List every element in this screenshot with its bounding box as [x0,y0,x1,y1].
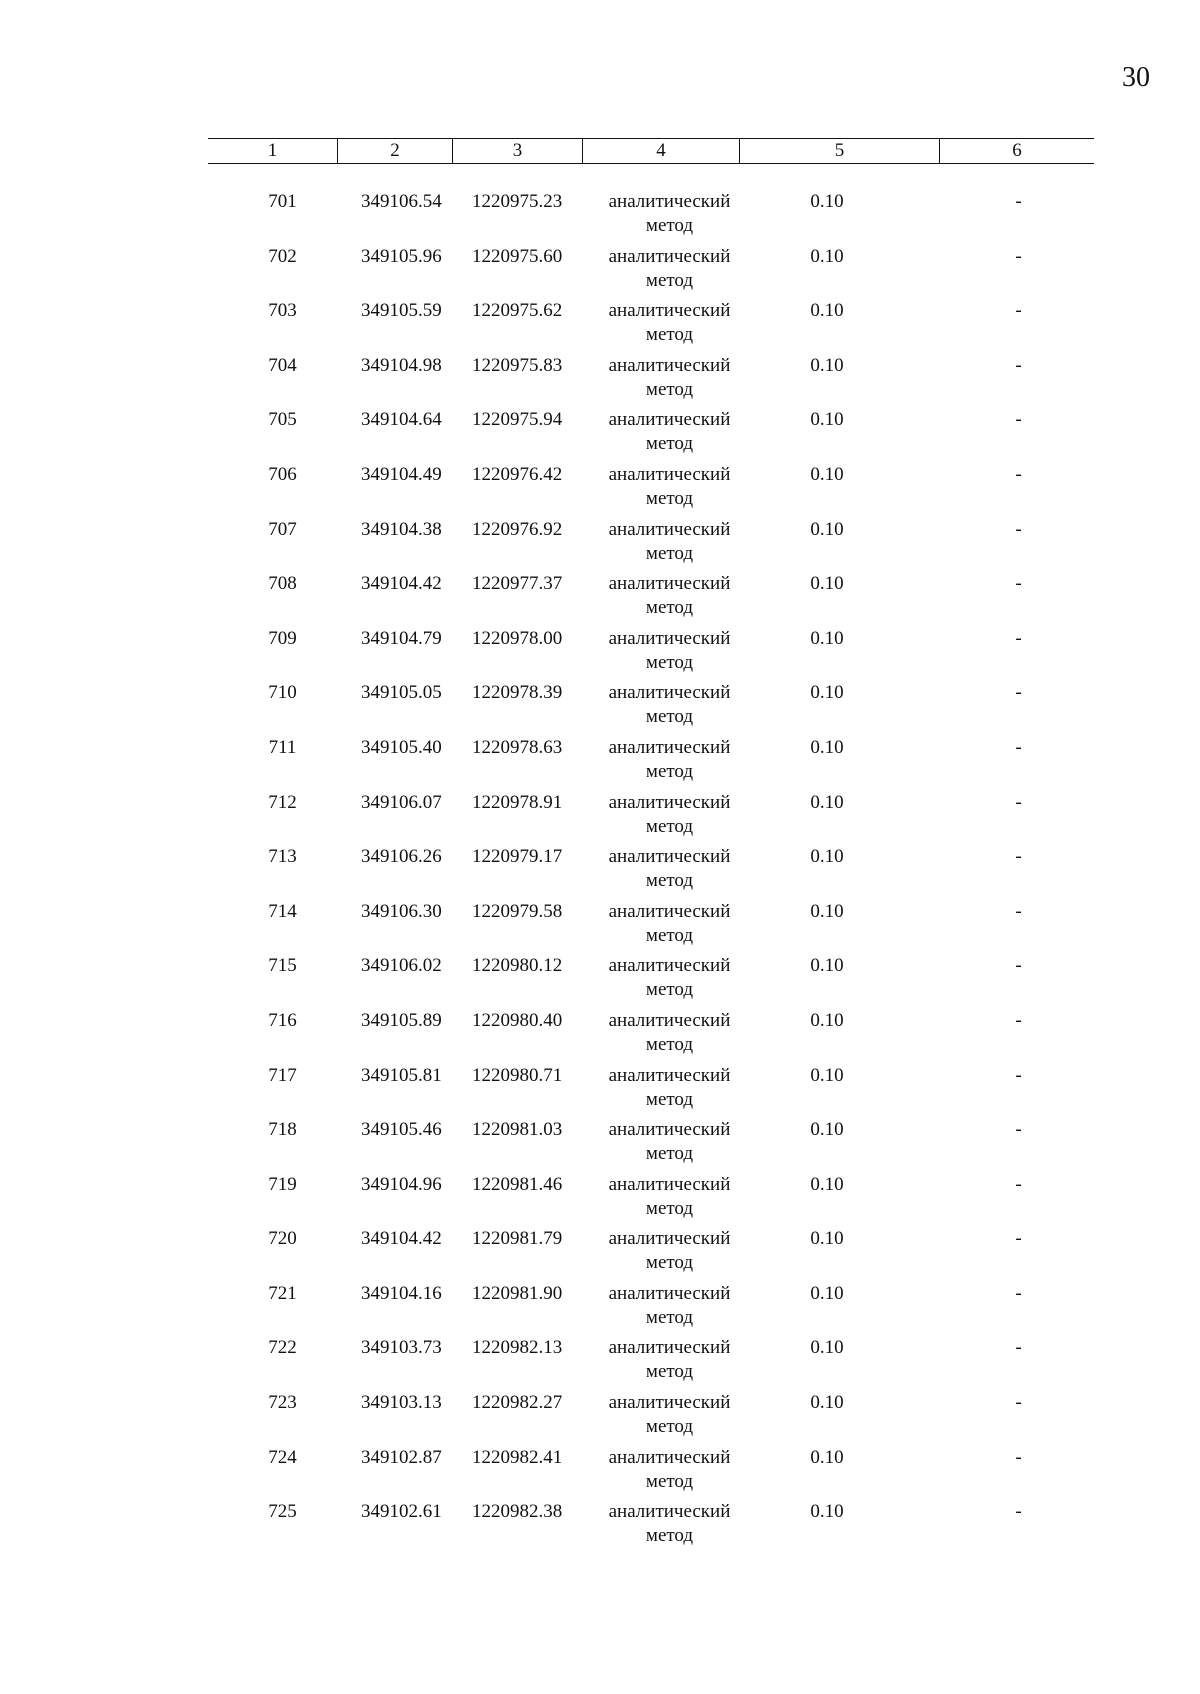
method-cell [582,463,739,518]
method-cell [582,627,739,682]
point-number-cell: 706 [268,463,297,485]
note-cell: - [1015,1446,1022,1468]
method-line-2: метод [645,870,694,892]
table-row [208,1391,1094,1446]
method-cell [582,518,739,573]
accuracy-cell: 0.10 [810,1337,844,1359]
method-line-1: аналитический [608,191,731,212]
method-line-1: аналитический [608,1064,731,1086]
y-coordinate-cell: 1220976.42 [472,463,563,485]
table-row [208,954,1094,1009]
method-line-1: аналитический [608,463,731,485]
y-coordinate-cell: 1220981.90 [472,1282,563,1304]
method-cell [582,1173,739,1228]
method-line-2: метод [645,1143,694,1165]
method-line-1: аналитический [608,900,731,922]
method-cell [582,791,739,846]
header-col-6: 6 [939,139,1094,163]
x-coordinate-cell: 349106.07 [361,791,442,813]
method-line-2: метод [645,1525,694,1547]
coordinates-table [208,138,1094,1547]
accuracy-cell: 0.10 [810,518,844,540]
point-number-cell: 710 [268,682,297,704]
accuracy-cell: 0.10 [810,1228,844,1250]
table-row [208,681,1094,736]
method-line-1: аналитический [608,1119,731,1141]
point-number-cell: 709 [268,627,297,649]
point-number-cell: 716 [268,1009,297,1031]
method-line-1: аналитический [608,791,731,813]
point-number-cell: 707 [268,518,297,540]
page-number: 30 [1122,62,1150,93]
x-coordinate-cell: 349105.89 [361,1009,442,1031]
method-line-2: метод [645,924,694,946]
header-col-1: 1 [267,140,278,161]
table-row [208,1173,1094,1228]
method-line-1: аналитический [608,1009,731,1031]
accuracy-cell: 0.10 [810,900,844,922]
method-cell [582,681,739,736]
y-coordinate-cell: 1220982.41 [472,1446,563,1468]
y-coordinate-cell: 1220978.39 [472,682,563,704]
accuracy-cell: 0.10 [810,736,844,758]
x-coordinate-cell: 349105.40 [361,736,442,758]
header-col-2: 2 [337,139,452,163]
y-coordinate-cell: 1220975.83 [472,354,563,376]
y-coordinate-cell: 1220978.00 [472,627,563,649]
method-line-2: метод [645,597,694,619]
method-cell [582,1500,739,1555]
accuracy-cell: 0.10 [810,1119,844,1141]
method-cell [582,1118,739,1173]
method-line-1: аналитический [608,518,731,540]
x-coordinate-cell: 349106.54 [361,191,442,212]
y-coordinate-cell: 1220978.91 [472,791,563,813]
x-coordinate-cell: 349103.73 [361,1337,442,1359]
y-coordinate-cell: 1220977.37 [472,573,563,595]
x-coordinate-cell: 349104.16 [361,1282,442,1304]
note-cell: - [1015,900,1022,922]
note-cell: - [1015,1392,1022,1414]
point-number-cell: 723 [268,1392,297,1414]
y-coordinate-cell: 1220982.27 [472,1392,563,1414]
y-coordinate-cell: 1220980.71 [472,1064,563,1086]
method-cell [582,1282,739,1337]
point-number-cell: 711 [268,736,297,758]
point-number-cell: 702 [268,245,297,267]
accuracy-cell: 0.10 [810,1282,844,1304]
method-line-1: аналитический [608,245,731,267]
method-line-1: аналитический [608,1282,731,1304]
table-row [208,1282,1094,1337]
table-row [208,1064,1094,1119]
x-coordinate-cell: 349104.42 [361,573,442,595]
accuracy-cell: 0.10 [810,1501,844,1523]
method-cell [582,736,739,791]
y-coordinate-cell: 1220980.12 [472,955,563,977]
method-cell [582,354,739,409]
method-line-2: метод [645,815,694,837]
accuracy-cell: 0.10 [810,463,844,485]
method-cell [582,190,739,245]
accuracy-cell: 0.10 [810,1446,844,1468]
method-line-2: метод [645,542,694,564]
point-number-cell: 725 [268,1501,297,1523]
table-row [208,518,1094,573]
method-cell [582,900,739,955]
y-coordinate-cell: 1220981.79 [472,1228,563,1250]
table-row [208,1227,1094,1282]
method-line-2: метод [645,324,694,346]
method-line-2: метод [645,487,694,509]
y-coordinate-cell: 1220975.23 [472,191,563,212]
accuracy-cell: 0.10 [810,409,844,431]
note-cell: - [1015,1337,1022,1359]
point-number-cell: 717 [268,1064,297,1086]
x-coordinate-cell: 349104.96 [361,1173,442,1195]
accuracy-cell: 0.10 [810,791,844,813]
x-coordinate-cell: 349104.42 [361,1228,442,1250]
table-row [208,572,1094,627]
x-coordinate-cell: 349106.30 [361,900,442,922]
y-coordinate-cell: 1220980.40 [472,1009,563,1031]
method-cell [582,1446,739,1501]
note-cell: - [1015,791,1022,813]
method-cell [582,1336,739,1391]
method-line-2: метод [645,1252,694,1274]
point-number-cell: 704 [268,354,297,376]
accuracy-cell: 0.10 [810,846,844,868]
point-number-cell: 701 [268,191,297,212]
method-line-2: метод [645,378,694,400]
x-coordinate-cell: 349103.13 [361,1392,442,1414]
method-line-1: аналитический [608,300,731,322]
note-cell: - [1015,463,1022,485]
note-cell: - [1015,1009,1022,1031]
x-coordinate-cell: 349104.98 [361,354,442,376]
x-coordinate-cell: 349106.26 [361,846,442,868]
header-col-4: 4 [582,139,739,163]
x-coordinate-cell: 349106.02 [361,955,442,977]
x-coordinate-cell: 349104.64 [361,409,442,431]
method-cell [582,845,739,900]
accuracy-cell: 0.10 [810,1064,844,1086]
note-cell: - [1015,1501,1022,1523]
y-coordinate-cell: 1220975.60 [472,245,563,267]
point-number-cell: 724 [268,1446,297,1468]
table-row [208,408,1094,463]
y-coordinate-cell: 1220975.94 [472,409,563,431]
method-cell [582,954,739,1009]
x-coordinate-cell: 349105.81 [361,1064,442,1086]
method-line-1: аналитический [608,627,731,649]
table-row [208,1009,1094,1064]
note-cell: - [1015,191,1022,212]
method-line-2: метод [645,1088,694,1110]
method-line-2: метод [645,760,694,782]
method-line-2: метод [645,1361,694,1383]
method-cell [582,245,739,300]
note-cell: - [1015,354,1022,376]
point-number-cell: 714 [268,900,297,922]
x-coordinate-cell: 349105.96 [361,245,442,267]
x-coordinate-cell: 349105.05 [361,682,442,704]
note-cell: - [1015,627,1022,649]
method-line-1: аналитический [608,1173,731,1195]
table-row [208,1336,1094,1391]
y-coordinate-cell: 1220982.38 [472,1501,563,1523]
y-coordinate-cell: 1220982.13 [472,1337,563,1359]
table-row [208,245,1094,300]
method-line-2: метод [645,433,694,455]
point-number-cell: 722 [268,1337,297,1359]
method-line-2: метод [645,1306,694,1328]
method-cell [582,1227,739,1282]
note-cell: - [1015,1173,1022,1195]
table-row [208,463,1094,518]
y-coordinate-cell: 1220979.17 [472,846,563,868]
header-col-5: 5 [739,139,939,163]
method-line-1: аналитический [608,1228,731,1250]
x-coordinate-cell: 349104.79 [361,627,442,649]
method-line-2: метод [645,706,694,728]
y-coordinate-cell: 1220976.92 [472,518,563,540]
method-line-2: метод [645,651,694,673]
note-cell: - [1015,245,1022,267]
accuracy-cell: 0.10 [810,1009,844,1031]
method-line-2: метод [645,1416,694,1438]
table-body [208,190,1094,1555]
method-line-2: метод [645,979,694,1001]
method-cell [582,1009,739,1064]
point-number-cell: 712 [268,791,297,813]
accuracy-cell: 0.10 [810,245,844,267]
note-cell: - [1015,1119,1022,1141]
table-row [208,900,1094,955]
method-cell [582,1391,739,1446]
x-coordinate-cell: 349104.49 [361,463,442,485]
note-cell: - [1015,1228,1022,1250]
table-row [208,845,1094,900]
method-cell [582,408,739,463]
method-line-1: аналитический [608,846,731,868]
accuracy-cell: 0.10 [810,627,844,649]
point-number-cell: 703 [268,300,297,322]
accuracy-cell: 0.10 [810,1392,844,1414]
method-line-1: аналитический [608,1501,731,1523]
table-row [208,1118,1094,1173]
table-row [208,354,1094,409]
method-line-2: метод [645,1470,694,1492]
table-row [208,1500,1094,1555]
point-number-cell: 720 [268,1228,297,1250]
table-header [208,138,1094,164]
note-cell: - [1015,1282,1022,1304]
method-line-2: метод [645,1033,694,1055]
x-coordinate-cell: 349104.38 [361,518,442,540]
accuracy-cell: 0.10 [810,573,844,595]
table-row [208,1446,1094,1501]
point-number-cell: 715 [268,955,297,977]
method-line-1: аналитический [608,354,731,376]
y-coordinate-cell: 1220979.58 [472,900,563,922]
point-number-cell: 719 [268,1173,297,1195]
point-number-cell: 713 [268,846,297,868]
method-cell [582,299,739,354]
point-number-cell: 705 [268,409,297,431]
header-col-3: 3 [452,139,582,163]
table-row [208,627,1094,682]
y-coordinate-cell: 1220975.62 [472,300,563,322]
accuracy-cell: 0.10 [810,682,844,704]
method-line-1: аналитический [608,573,731,595]
table-row [208,190,1094,245]
note-cell: - [1015,518,1022,540]
note-cell: - [1015,846,1022,868]
method-line-2: метод [645,215,694,236]
x-coordinate-cell: 349102.61 [361,1501,442,1523]
note-cell: - [1015,300,1022,322]
x-coordinate-cell: 349105.46 [361,1119,442,1141]
note-cell: - [1015,955,1022,977]
point-number-cell: 708 [268,573,297,595]
table-row [208,299,1094,354]
accuracy-cell: 0.10 [810,955,844,977]
accuracy-cell: 0.10 [810,354,844,376]
method-line-1: аналитический [608,409,731,431]
point-number-cell: 718 [268,1119,297,1141]
method-line-1: аналитический [608,682,731,704]
accuracy-cell: 0.10 [810,300,844,322]
method-line-1: аналитический [608,1392,731,1414]
accuracy-cell: 0.10 [810,191,844,212]
x-coordinate-cell: 349102.87 [361,1446,442,1468]
y-coordinate-cell: 1220981.03 [472,1119,563,1141]
x-coordinate-cell: 349105.59 [361,300,442,322]
method-line-1: аналитический [608,736,731,758]
note-cell: - [1015,573,1022,595]
method-line-1: аналитический [608,955,731,977]
method-line-2: метод [645,1197,694,1219]
method-cell [582,572,739,627]
note-cell: - [1015,1064,1022,1086]
table-row [208,791,1094,846]
point-number-cell: 721 [268,1282,297,1304]
table-row [208,736,1094,791]
method-line-1: аналитический [608,1337,731,1359]
y-coordinate-cell: 1220978.63 [472,736,563,758]
y-coordinate-cell: 1220981.46 [472,1173,563,1195]
note-cell: - [1015,736,1022,758]
note-cell: - [1015,409,1022,431]
method-line-2: метод [645,269,694,291]
accuracy-cell: 0.10 [810,1173,844,1195]
note-cell: - [1015,682,1022,704]
method-line-1: аналитический [608,1446,731,1468]
method-cell [582,1064,739,1119]
